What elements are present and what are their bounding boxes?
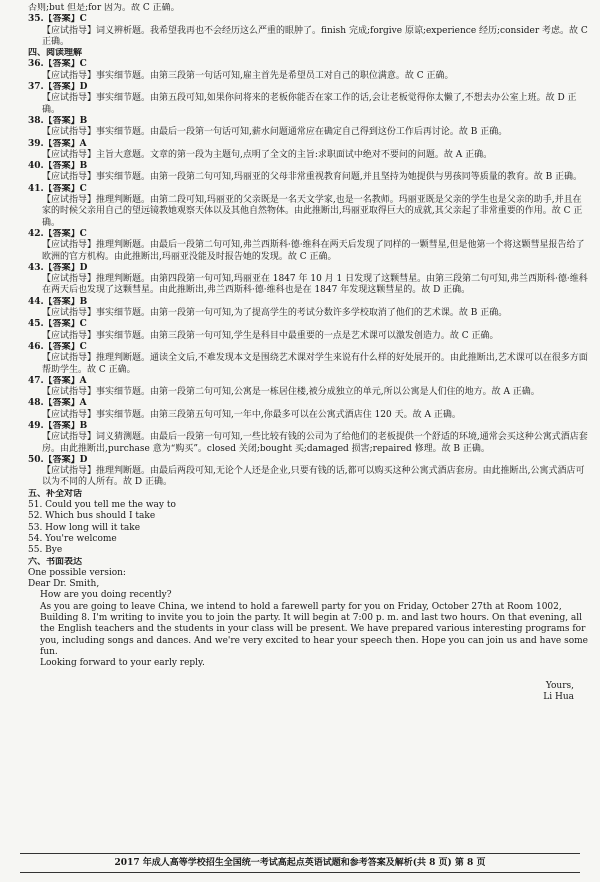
answer-line: 48.【答案】A <box>28 398 87 409</box>
answer-line: 37.【答案】D <box>28 82 88 93</box>
letter-signature: Yours, <box>545 680 574 691</box>
answer-line: 44.【答案】B <box>28 296 88 307</box>
answer-line: 41.【答案】C <box>28 183 87 194</box>
explanation-paragraph: 【应试指导】词义辨析题。我希望我再也不会经历这么严重的眼肿了。finish 完成;forgive 原谅;experience 经历;consider 考虑。故 C 正确。 <box>42 25 588 47</box>
answer-line: 47.【答案】A <box>28 375 87 386</box>
text-line: One possible version: <box>28 567 126 578</box>
answer-line: 46.【答案】C <box>28 341 87 352</box>
section-heading: 四、阅读理解 <box>28 48 83 59</box>
text-line: Looking forward to your early reply. <box>40 658 205 669</box>
answer-line: 35.【答案】C <box>28 14 87 25</box>
answer-line: 50.【答案】D <box>28 454 88 465</box>
answer-line: 43.【答案】D <box>28 262 88 273</box>
explanation-paragraph: 【应试指导】推理判断题。通读全文后,不难发现本文是围绕艺术课对学生来说有什么样的好处展开的。由此推断出,艺术课可以在很多方面帮助学生。故 C 正确。 <box>42 353 588 375</box>
explanation-paragraph: 【应试指导】事实细节题。由最后一段第一句话可知,薪水问题通常应在确定自己得到这份工作后再讨论。故 B 正确。 <box>42 127 508 138</box>
answer-line: 36.【答案】C <box>28 59 87 70</box>
explanation-paragraph: 【应试指导】事实细节题。由第一段第一句可知,为了提高学生的考试分数许多学校取消了他们的艺术课。故 B 正确。 <box>42 308 508 319</box>
explanation-paragraph: 【应试指导】事实细节题。由第三段第五句可知,一年中,你最多可以在公寓式酒店住 120 天。故 A 正确。 <box>42 409 461 420</box>
answer-line: 39.【答案】A <box>28 138 87 149</box>
answer-line: 38.【答案】B <box>28 115 88 126</box>
text-line: 55. Bye <box>28 545 63 556</box>
text-line <box>28 670 588 681</box>
section-heading: 五、补全对话 <box>28 488 83 499</box>
answer-key-content <box>28 3 588 703</box>
explanation-paragraph: 【应试指导】事实细节题。由第三段第一句可知,学生是科目中最重要的一点是艺术课可以激发创造力。故 C 正确。 <box>42 330 499 341</box>
explanation-paragraph: 【应试指导】事实细节题。由第一段第二句可知,公寓是一栋居住楼,被分成独立的单元,所以公寓是人们住的地方。故 A 正确。 <box>42 387 540 398</box>
explanation-paragraph: 【应试指导】事实细节题。由第五段可知,如果你问将来的老板你能否在家工作的话,会让老板觉得你太懒了,不想去办公室上班。故 D 正确。 <box>42 93 577 115</box>
explanation-paragraph: 【应试指导】主旨大意题。文章的第一段为主题句,点明了全文的主旨:求职面试中绝对不要问的问题。故 A 正确。 <box>42 149 493 160</box>
explanation-paragraph: As you are going to leave China, we intend to hold a farewell party for you on Friday, October 27th at Room 1002, Building 8. I'm writing to invite you to join the party. It will begin at 7:00 p. m. and last two hours. On that evening, all the English teachers and the students in your class will be present. We have prepared various interesting programs for you, including songs and dances. And we're very excited to hear your speech then. Hope you can join us and have some fun. <box>40 601 588 657</box>
text-line: 53. How long will it take <box>28 522 141 533</box>
text-line: 51. Could you tell me the way to <box>28 500 176 511</box>
explanation-paragraph: 【应试指导】推理判断题。由最后两段可知,无论个人还是企业,只要有钱的话,都可以购买这种公寓式酒店套房。由此推断出,公寓式酒店可以为不同的人所有。故 D 正确。 <box>42 466 585 488</box>
letter-signature: Li Hua <box>543 692 574 703</box>
text-line: 否则;but 但是;for 因为。故 C 正确。 <box>28 3 180 13</box>
text-line: How are you doing recently? <box>40 590 172 601</box>
explanation-paragraph: 【应试指导】事实细节题。由第一段第二句可知,玛丽亚的父母非常重视教育问题,并且坚持为她提供与男孩同等质量的教育。故 B 正确。 <box>42 172 583 183</box>
answer-line: 42.【答案】C <box>28 228 87 239</box>
text-line: Dear Dr. Smith, <box>28 579 100 590</box>
explanation-paragraph: 【应试指导】词义猜测题。由最后一段第一句可知,一些比较有钱的公司为了给他们的老板提供一个舒适的环境,通常会买这种公寓式酒店套房。由此推断出,purchase 意为“购买”。closed 关闭;bought 买;damaged 损害;repaired 修理。故 B 正确。 <box>42 432 588 454</box>
answer-line: 49.【答案】B <box>28 420 88 431</box>
explanation-paragraph: 【应试指导】推理判断题。由第二段可知,玛丽亚的父亲既是一名天文学家,也是一名教师。玛丽亚既是父亲的学生也是父亲的助手,并且在家的时候父亲用自己的望远镜教她观察天体以及其他自然物体。由此推断出,玛丽亚取得巨大的成就,其父亲起了非常重要的作用。故 C 正确。 <box>42 195 583 228</box>
answer-line: 40.【答案】B <box>28 161 88 172</box>
section-heading: 六、书面表达 <box>28 556 83 567</box>
text-line: 54. You're welcome <box>28 533 117 544</box>
text-line: 52. Which bus should I take <box>28 511 156 522</box>
answer-line: 45.【答案】C <box>28 319 87 330</box>
explanation-paragraph: 【应试指导】推理判断题。由第四段第一句可知,玛丽亚在 1847 年 10 月 1 日发现了这颗彗星。由第三段第二句可知,弗兰西斯科·德·维科在两天后也发现了这颗彗星。由此推断出,弗兰西斯科·德·维科也是在 1847 年发现这颗彗星的。故 D 正确。 <box>42 274 588 296</box>
page-footer: 2017 年成人高等学校招生全国统一考试高起点英语试题和参考答案及解析(共 8 页) 第 8 页 <box>20 853 580 873</box>
explanation-paragraph: 【应试指导】推理判断题。由最后一段第二句可知,弗兰西斯科·德·维科在两天后发现了同样的一颗彗星,但是他第一个将这颗彗星报告给了欧洲的官方机构。由此推断出,玛丽亚没能及时报告她的发现。故 C 正确。 <box>42 240 585 262</box>
explanation-paragraph: 【应试指导】事实细节题。由第三段第一句话可知,雇主首先是希望员工对自己的职位满意。故 C 正确。 <box>42 70 454 81</box>
